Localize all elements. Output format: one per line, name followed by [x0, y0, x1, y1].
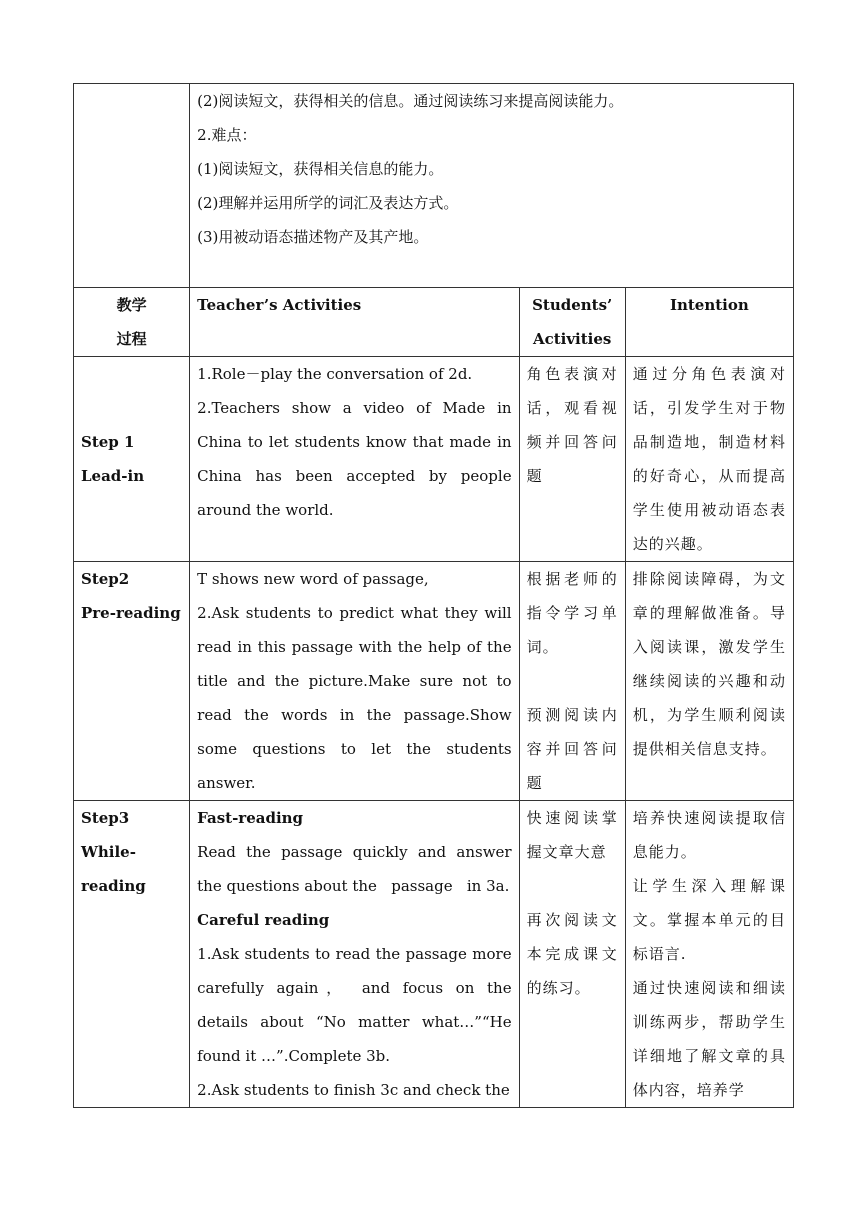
process-header — [74, 288, 190, 357]
step3-row — [74, 801, 794, 1108]
step2-intention — [625, 562, 793, 801]
students-text: 预测阅读内容并回答问题 — [526, 706, 618, 792]
intention-text: 通过分角色表演对话，引发学生对于物品制造地，制造材料的好奇心，从而提高学生使用被动语态表达的兴趣。 — [632, 365, 786, 553]
difficulty-line: 2.难点： — [197, 126, 257, 144]
students-text: 快速阅读掌握文章大意 — [526, 809, 618, 861]
intention-text: 通过快速阅读和细读训练两步，帮助学生详细地了解文章的具体内容，培养学 — [632, 979, 786, 1099]
difficulty-line: (2)阅读短文，获得相关的信息。通过阅读练习来提高阅读能力。 — [197, 92, 624, 110]
difficulty-row — [74, 84, 794, 288]
students-header-line: Activities — [532, 330, 612, 348]
process-header-line: 教学 — [116, 296, 147, 314]
step1-title — [74, 357, 190, 562]
teacher-text: 1.Role－play the conversation of 2d. — [197, 365, 473, 383]
empty-cell — [74, 84, 190, 288]
step-title-line: Pre-reading — [81, 604, 181, 622]
intention-text: 排除阅读障碍，为文章的理解做准备。导入阅读课，激发学生继续阅读的兴趣和动机，为学生顺利阅读提供相关信息支持。 — [632, 570, 786, 758]
students-text: 角色表演对话，观看视频并回答问题 — [526, 365, 618, 485]
step3-teacher — [190, 801, 519, 1108]
difficulty-line: (1)阅读短文，获得相关信息的能力。 — [197, 160, 444, 178]
step-title-line: reading — [81, 877, 146, 895]
header-row — [74, 288, 794, 357]
process-header-line: 过程 — [116, 330, 147, 348]
step1-students — [519, 357, 625, 562]
teacher-activities-header: Teacher’s Activities — [190, 288, 519, 357]
students-text: 根据老师的指令学习单词。 — [526, 570, 618, 656]
students-header-line: Students’ — [532, 296, 613, 314]
step3-students — [519, 801, 625, 1108]
teacher-text: 2.Teachers show a video of Made in China to let students know that made in China has been accepted by people around the world. — [197, 399, 512, 519]
step1-teacher — [190, 357, 519, 562]
intention-text: 让学生深入理解课文。掌握本单元的目标语言. — [632, 877, 786, 963]
step-title-line: Step 1 — [81, 433, 135, 451]
difficulty-line: (3)用被动语态描述物产及其产地。 — [197, 228, 429, 246]
step1-row — [74, 357, 794, 562]
step2-title — [74, 562, 190, 801]
teacher-text: 2.Ask students to predict what they will read in this passage with the help of the title and the picture.Make sure not to read the words in the passage.Show some questions to let the students answer. — [197, 604, 526, 792]
step2-row — [74, 562, 794, 801]
step-title-line: Lead-in — [81, 467, 145, 485]
step2-teacher — [190, 562, 526, 801]
difficulty-cell — [190, 84, 794, 288]
step1-intention — [625, 357, 793, 562]
difficulty-line: (2)理解并运用所学的词汇及表达方式。 — [197, 194, 459, 212]
step3-intention — [625, 801, 793, 1108]
teacher-text: 1.Ask students to read the passage more carefully again， and focus on the details about “No matter what…”“He found it …”.Complete 3b. — [197, 945, 512, 1065]
step2-students — [519, 562, 625, 801]
teacher-text: T shows new word of passage, — [197, 570, 429, 588]
intention-header: Intention — [625, 288, 793, 357]
step-title-line: While- — [81, 843, 136, 861]
step-title-line: Step3 — [81, 809, 130, 827]
step-title-line: Step2 — [81, 570, 130, 588]
fast-reading-heading: Fast-reading — [197, 809, 304, 827]
careful-reading-heading: Careful reading — [197, 911, 330, 929]
step3-title — [74, 801, 190, 1108]
teacher-text: Read the passage quickly and answer the questions about the passage in 3a. — [197, 843, 517, 895]
teacher-text: 2.Ask students to finish 3c and check the — [197, 1081, 510, 1099]
lesson-plan-table — [73, 83, 794, 1108]
students-text: 再次阅读文本完成课文的练习。 — [526, 911, 618, 997]
intention-text: 培养快速阅读提取信息能力。 — [632, 809, 786, 861]
students-activities-header — [519, 288, 625, 357]
